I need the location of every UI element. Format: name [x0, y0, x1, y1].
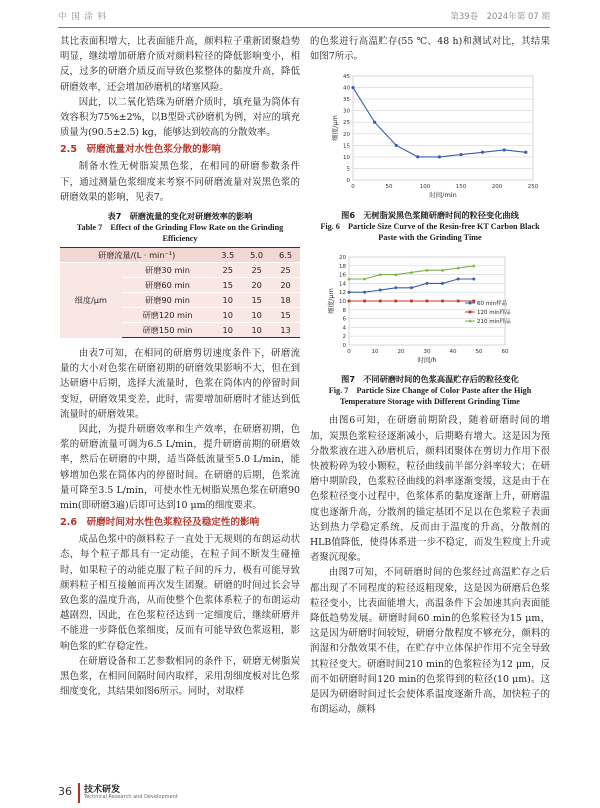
data-point: [395, 144, 398, 147]
data-point: [394, 300, 397, 303]
x-tick-label: 30: [423, 349, 431, 356]
table-cell: 15: [271, 308, 300, 323]
footer-section-cn: 技术研发: [84, 785, 121, 795]
data-point: [410, 300, 413, 303]
x-tick-label: 150: [455, 184, 467, 191]
y-tick-label: 15: [343, 143, 350, 150]
data-point: [348, 291, 351, 294]
table-cell: 20: [242, 278, 271, 293]
table-row-label: 研磨90 min: [122, 293, 214, 308]
journal-name: 中 国 涂 料: [58, 12, 108, 22]
data-point: [438, 156, 441, 159]
data-point: [524, 151, 527, 154]
x-tick-label: 0: [347, 349, 351, 356]
footer-section-en: Technical Research and Development: [84, 794, 178, 800]
paragraph: 由表7可知，在相同的研磨剪切速度条件下，研磨流量的大小对色浆在研磨初期的研磨效果影响不大，但在到达研磨中后期，选择大流量时，色浆在筒体内的停留时间变短，研磨效果变差，此时，需要增加研磨时才能达到低流量时的研磨效果。: [60, 348, 300, 420]
y-tick-label: 5: [346, 166, 350, 173]
data-point: [469, 302, 472, 305]
x-axis-label: 时间/h: [417, 356, 437, 365]
x-tick-label: 60: [501, 349, 509, 356]
y-tick-label: 2: [342, 334, 346, 341]
y-axis-label: 细度/μm: [327, 288, 335, 315]
data-point: [379, 289, 382, 292]
table-cell: 10: [242, 323, 271, 338]
y-tick-label: 35: [343, 97, 350, 104]
paragraph: 成品色浆中的颜料粒子一直处于无规则的布朗运动状态，每个粒子都具有一定动能，在粒子间不断发生碰撞时，如果粒子的动能克服了粒子间的斥力，极有可能导致颜料粒子相互接触而再次发生团聚。研磨的时间过长会导致色浆的温度升高，从而使整个色浆体系粒子的布朗运动越剧烈，因此，在色浆粒径达到一定细度后，继续研磨并不能进一步降低色浆细度，反而有可能导致色浆返粗，影响色浆的贮存稳定性。: [60, 534, 300, 652]
data-point: [416, 156, 419, 159]
paragraph: 由图6可知，在研磨前期阶段，随着研磨时间的增加，炭黑色浆粒径逐渐减小，后期略有增大。这是因为预分散浆液在进入砂磨机后，颜料团聚体在剪切力作用下很快被粉碎为较小颗粒，粒径曲线前半部分斜率较大；在研磨中期阶段，色浆粒径曲线的斜率逐渐变缓，这是由于在色浆粒径变小过程中，色浆体系的黏度逐渐上升，研磨温度也逐渐升高，分散剂的锚定基团不足以在色浆粒子表面达到热力学稳定系统，反而由于温度的升高，分散剂的HLB值降低，使得体系进一步不稳定，而发生粒度上升或者聚沉现象。: [310, 415, 550, 564]
data-point: [481, 151, 484, 154]
paragraph: 因此，为提升研磨效率和生产效率，在研磨初期，色浆的研磨流量可调为6.5 L/min，提升研磨前期的研磨效率，然后在研磨的中期，适当降低流量至5.0 L/min，能够增加色浆在筒体内的停留时间。在研磨的后期，色浆流量可降至3.5 L/min，可使水性无树脂炭黑色浆在研磨90 min(即研磨3遍)后即可达到10 μm的细度要求。: [60, 424, 300, 512]
paragraph: 在研磨设备和工艺参数相同的条件下，研磨无树脂炭黑色浆，在相同间隔时间内取样，采用刮细度板对比色浆细度变化，其结果如图6所示。同时，对取样: [60, 655, 300, 698]
data-point: [426, 300, 429, 303]
left-column: [60, 34, 300, 700]
data-point: [459, 153, 462, 156]
paragraph: 由图7可知，不同研磨时间的色浆经过高温贮存之后都出现了不同程度的粒径返粗现象，这是因为研磨后色浆粒径变小，比表面能增大，高温条件下会加速其向表面能降低趋势发展。研磨时间60 min的色浆粒径为15 μm，这是因为研磨时间较短，研磨分散程度不够充分，颜料的润湿和分散效果不佳，在贮存中立体保护作用不完全导致其粒径变大。研磨时间210 min的色浆粒径为12 μm，反而不如研磨时间120 min的色浆得到的粒径(10 μm)。这是因为研磨时间过长会使体系温度逐渐升高，加快粒子的布朗运动，颜料: [310, 567, 550, 716]
y-tick-label: 25: [343, 120, 350, 127]
table-row-label: 研磨120 min: [122, 308, 214, 323]
paragraph: 制备水性无树脂炭黑色浆，在相同的研磨参数条件下，通过测量色浆细度来考察不同研磨流量对炭黑色浆的研磨效果的影响，见表7。: [60, 161, 300, 203]
data-point: [373, 121, 376, 124]
section-heading-2-5: 2.5 研磨流量对水性色浆分散的影响: [60, 144, 221, 156]
issue-info: 第39卷 2024年第 07 期: [450, 12, 550, 22]
x-tick-label: 50: [385, 184, 393, 191]
section-heading-2-6: 2.6 研磨时间对水性色浆粒径及稳定性的影响: [60, 517, 260, 529]
table-header-cell: 5.0: [242, 248, 271, 263]
table-cell: 25: [242, 263, 271, 278]
data-point: [469, 311, 472, 314]
data-point: [351, 86, 354, 89]
table-cell: 13: [271, 323, 300, 338]
table-cell: 10: [213, 308, 242, 323]
x-tick-label: 20: [397, 349, 405, 356]
table-cell: 15: [242, 293, 271, 308]
y-tick-label: 20: [343, 132, 350, 139]
data-point: [379, 300, 382, 303]
figure-7-caption-en: Fig. 7 Particle Size Change of Color Paste after the High Temperature Storage with Different Grinding Time: [328, 386, 532, 407]
table-row-group-label: 细度/μm: [60, 263, 122, 338]
data-point: [441, 300, 444, 303]
paragraph: 其比表面积增大，比表面能升高，颜料粒子重新团聚趋势明显，继续增加研磨介质对颜料粒径的降低影响变小，相反，过多的研磨介质反而导致色浆整体的黏度升高，降低研磨效率，还会增加砂磨机的堵塞风险。: [60, 36, 300, 93]
right-column: [310, 34, 550, 717]
y-tick-label: 10: [339, 299, 346, 306]
table-cell: 20: [271, 278, 300, 293]
footer-bar: [78, 783, 80, 803]
y-tick-label: 45: [343, 74, 350, 81]
table-cell: 15: [213, 278, 242, 293]
paragraph: 的色浆进行高温贮存(55 ℃、48 h)和测试对比，其结果如图7所示。: [310, 36, 550, 63]
x-tick-label: 50: [475, 349, 483, 356]
data-point: [363, 291, 366, 294]
running-header: [58, 10, 550, 26]
x-tick-label: 200: [491, 184, 503, 191]
data-point: [472, 278, 475, 281]
table-cell: 10: [242, 308, 271, 323]
fig6-chart: [315, 70, 545, 205]
series-line: [349, 279, 474, 292]
figure-6-caption-en: Fig. 6 Particle Size Curve of the Resin-free KT Carbon Black Paste with the Grinding Time: [320, 222, 540, 243]
y-tick-label: 0: [346, 178, 350, 185]
data-point: [348, 300, 351, 303]
x-tick-label: 10: [371, 349, 379, 356]
data-point: [503, 149, 506, 152]
legend-label: 210 min样品: [477, 319, 511, 326]
paragraph: 因此，以二氧化锆珠为研磨介质时，填充量为筒体有效容积为75%±2%，以B型卧式砂磨机为例，对应的填充质量为(90.5±2.5) kg，能够达到较高的分散效率。: [60, 96, 300, 139]
table-caption-en: Table 7 Effect of the Grinding Flow Rate on the Grinding Efficiency: [76, 223, 284, 244]
table-row-label: 研磨30 min: [122, 263, 214, 278]
header-rule: [58, 27, 550, 28]
table-cell: 25: [213, 263, 242, 278]
x-axis-label: 时间/min: [429, 191, 457, 200]
legend-label: 120 min样品: [477, 310, 511, 317]
data-point: [441, 282, 444, 285]
figure-6: [315, 70, 545, 205]
y-tick-label: 0: [342, 343, 346, 350]
y-tick-label: 4: [342, 325, 346, 332]
table-header-flow: 研磨流量/(L · min⁻¹): [60, 248, 213, 263]
figure-7-caption-cn: 图7 不同研磨时间的色浆高温贮存后的粒径变化: [341, 374, 519, 385]
table-row-label: 研磨60 min: [122, 278, 214, 293]
x-tick-label: 0: [351, 184, 355, 191]
y-axis-label: 细度/μm: [331, 115, 339, 142]
y-tick-label: 30: [343, 109, 350, 116]
table-header-cell: 3.5: [213, 248, 242, 263]
data-point: [363, 300, 366, 303]
data-point: [457, 278, 460, 281]
figure-7: [315, 251, 545, 369]
y-tick-label: 10: [343, 155, 350, 162]
page-number: 36: [58, 785, 72, 798]
table-cell: 25: [271, 263, 300, 278]
y-tick-label: 14: [339, 281, 346, 288]
data-point: [410, 287, 413, 290]
y-tick-label: 8: [342, 308, 346, 315]
x-tick-label: 250: [527, 184, 539, 191]
x-tick-label: 100: [419, 184, 431, 191]
table-cell: 10: [213, 323, 242, 338]
table-row-label: 研磨150 min: [122, 323, 214, 338]
y-tick-label: 12: [339, 290, 346, 297]
data-point: [472, 300, 475, 303]
table-cell: 18: [271, 293, 300, 308]
fig7-chart: [315, 251, 545, 369]
data-point: [394, 287, 397, 290]
table-header-cell: 6.5: [271, 248, 300, 263]
data-point: [457, 300, 460, 303]
y-tick-label: 16: [339, 273, 346, 280]
table-caption-cn: 表7 研磨流量的变化对研磨效率的影响: [107, 211, 253, 222]
legend-label: 60 min样品: [477, 301, 508, 308]
table-cell: 10: [213, 293, 242, 308]
y-tick-label: 20: [339, 255, 346, 262]
data-point: [426, 282, 429, 285]
y-tick-label: 18: [339, 264, 346, 271]
figure-6-caption-cn: 图6 无树脂炭黑色浆随研磨时间的粒径变化曲线: [341, 210, 519, 221]
y-tick-label: 6: [342, 317, 346, 324]
x-tick-label: 40: [449, 349, 457, 356]
table-7: [60, 247, 300, 338]
y-tick-label: 40: [343, 85, 350, 92]
